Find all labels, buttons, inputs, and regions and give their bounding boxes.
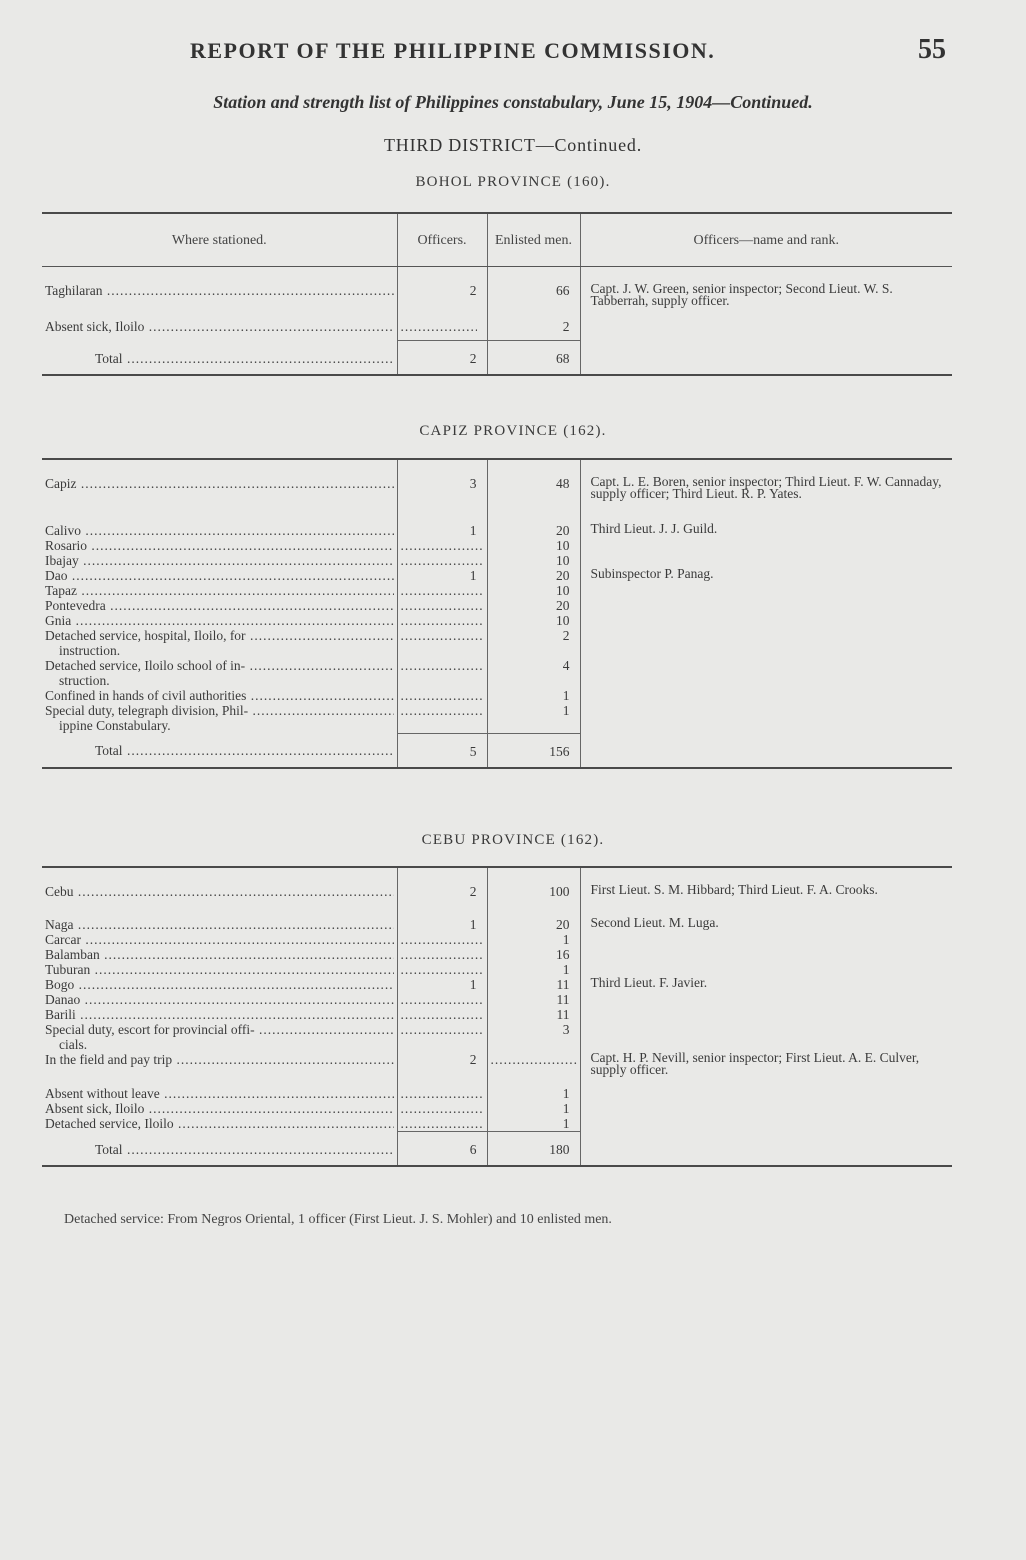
station-name: Special duty, telegraph division, Phil- ..... (45, 703, 394, 718)
province-heading-bohol: BOHOL PROVINCE (160). (415, 174, 611, 190)
station-name: Tapaz ..... (45, 583, 394, 598)
enlisted-count: 1 (487, 1116, 580, 1132)
station-name: Cebu ..... (45, 884, 394, 899)
station-name: Carcar ..... (45, 932, 394, 947)
station-name: In the field and pay trip ..... (45, 1052, 394, 1067)
table-row (42, 917, 952, 932)
running-title: REPORT OF THE PHILIPPINE COMMISSION. (190, 38, 716, 63)
station-name: Dao ..... (45, 568, 394, 583)
officer-names: First Lieut. S. M. Hibbard; Third Lieut. F. A. Crooks. (580, 867, 952, 917)
table-row (42, 538, 952, 553)
enlisted-count: 1 (487, 1101, 580, 1116)
enlisted-count: 11 (487, 977, 580, 992)
enlisted-count: 20 (487, 917, 580, 932)
col-header-enlisted: Enlisted men. (487, 213, 580, 267)
station-name: Absent without leave ..... (45, 1086, 394, 1101)
running-head (0, 34, 1026, 74)
enlisted-count: 20 (487, 568, 580, 583)
officer-names: Third Lieut. J. J. Guild. (580, 523, 952, 538)
total-enlisted: 68 (487, 341, 580, 376)
station-name: Bogo ..... (45, 977, 394, 992)
table-row (42, 992, 952, 1007)
table-total-row (42, 733, 952, 768)
station-name: Naga ..... (45, 917, 394, 932)
total-label: Total ..... (45, 1142, 394, 1157)
officers-count (401, 932, 484, 947)
enlisted-count: 1 (487, 962, 580, 977)
station-name: Taghilaran ..... (45, 283, 394, 298)
station-name: Barili ..... (45, 1007, 394, 1022)
officers-count (401, 613, 484, 628)
officer-names: Third Lieut. F. Javier. (580, 977, 952, 992)
enlisted-count: 20 (487, 598, 580, 613)
table-header-row (42, 213, 952, 267)
table-caption: Station and strength list of Philippines constabulary, June 15, 1904—Continued. (213, 92, 813, 112)
enlisted-count: 10 (487, 538, 580, 553)
enlisted-count: 2 (487, 628, 580, 658)
station-name: Balamban ..... (45, 947, 394, 962)
table-row (42, 867, 952, 917)
officers-count: 1 (397, 568, 487, 583)
total-officers: 5 (397, 733, 487, 768)
officers-count (401, 703, 484, 718)
table-row (42, 932, 952, 947)
officers-count (401, 628, 484, 643)
station-name: Detached service, Iloilo school of in- ..... (45, 658, 394, 673)
enlisted-count: 1 (487, 1086, 580, 1101)
page-number: 55 (918, 34, 946, 65)
enlisted-count: 16 (487, 947, 580, 962)
officers-count: 2 (397, 867, 487, 917)
station-name: Detached service, Iloilo ..... (45, 1116, 394, 1131)
col-header-names: Officers—name and rank. (580, 213, 952, 267)
table-row (42, 568, 952, 583)
enlisted-count: 48 (487, 459, 580, 523)
officer-names: Subinspector P. Panag. (580, 568, 952, 583)
table-row (42, 962, 952, 977)
station-name: Pontevedra ..... (45, 598, 394, 613)
total-officers: 2 (397, 341, 487, 376)
table-row (42, 628, 952, 658)
station-name-continued: instruction. (59, 643, 121, 658)
enlisted-count: 20 (487, 523, 580, 538)
table-row (42, 267, 952, 319)
table-total-row (42, 1132, 952, 1167)
officers-count (401, 992, 484, 1007)
table-row (42, 613, 952, 628)
officers-count: 3 (397, 459, 487, 523)
officers-count (401, 947, 484, 962)
station-name: Danao ..... (45, 992, 394, 1007)
officers-count (401, 688, 484, 703)
station-name: Capiz ..... (45, 476, 394, 491)
enlisted-count: 3 (487, 1022, 580, 1052)
table-row (42, 947, 952, 962)
station-name: Rosario ..... (45, 538, 394, 553)
table-row (42, 1022, 952, 1052)
officers-count (401, 1116, 484, 1131)
officers-count (401, 583, 484, 598)
station-name: Confined in hands of civil authorities ..... (45, 688, 394, 703)
table-row (42, 459, 952, 523)
enlisted-count: 10 (487, 583, 580, 598)
officers-count: 2 (397, 267, 487, 319)
enlisted-count: 11 (487, 992, 580, 1007)
station-name: Absent sick, Iloilo ..... (45, 319, 394, 334)
table-row (42, 977, 952, 992)
table-row (42, 1052, 952, 1086)
officer-names: Capt. J. W. Green, senior inspector; Second Lieut. W. S. Tabberrah, supply officer. (580, 267, 952, 341)
table-total-row (42, 341, 952, 376)
table-row (42, 1116, 952, 1132)
table-row (42, 553, 952, 568)
table-row (42, 598, 952, 613)
officers-count (401, 319, 477, 334)
total-label: Total ..... (45, 351, 394, 366)
table-row (42, 1086, 952, 1101)
officers-count (401, 1086, 484, 1101)
table-row (42, 523, 952, 538)
officers-count: 2 (397, 1052, 487, 1086)
officers-count (401, 553, 484, 568)
total-label: Total ..... (45, 743, 394, 758)
enlisted-count: 2 (487, 319, 580, 341)
officers-count (401, 962, 484, 977)
table-row (42, 688, 952, 703)
station-table-capiz (42, 458, 952, 769)
enlisted-count: 1 (487, 932, 580, 947)
enlisted-count: 100 (487, 867, 580, 917)
officer-names: Second Lieut. M. Luga. (580, 917, 952, 932)
station-table-cebu (42, 866, 952, 1167)
enlisted-count: 10 (487, 553, 580, 568)
enlisted-count: 10 (487, 613, 580, 628)
station-name: Absent sick, Iloilo ..... (45, 1101, 394, 1116)
officer-names: Capt. L. E. Boren, senior inspector; Third Lieut. F. W. Cannaday, supply officer; Third Lieut. R. P. Yates. (580, 459, 952, 523)
station-name: Special duty, escort for provincial offi- ..... (45, 1022, 394, 1037)
table-row (42, 583, 952, 598)
station-name-continued: struction. (59, 673, 110, 688)
officers-count: 1 (397, 977, 487, 992)
table-row (42, 1101, 952, 1116)
station-name: Calivo ..... (45, 523, 394, 538)
station-table-bohol (42, 212, 952, 376)
station-name: Gnia ..... (45, 613, 394, 628)
station-name: Tuburan ..... (45, 962, 394, 977)
station-name: Ibajay ..... (45, 553, 394, 568)
officers-count: 1 (397, 917, 487, 932)
province-heading-capiz: CAPIZ PROVINCE (162). (419, 423, 607, 439)
station-name-continued: ippine Constabulary. (59, 718, 171, 733)
officers-count (401, 658, 484, 673)
station-name: Detached service, hospital, Iloilo, for ..... (45, 628, 394, 643)
footnote: Detached service: From Negros Oriental, 1 officer (First Lieut. J. S. Mohler) and 10 enlisted men. (64, 1212, 612, 1227)
officers-count (401, 1007, 484, 1022)
officers-count (401, 538, 484, 553)
station-name-continued: cials. (59, 1037, 88, 1052)
officer-names: Capt. H. P. Nevill, senior inspector; First Lieut. A. E. Culver, supply officer. (580, 1052, 952, 1086)
col-header-officers: Officers. (397, 213, 487, 267)
total-enlisted: 156 (487, 733, 580, 768)
province-heading-cebu: CEBU PROVINCE (162). (421, 832, 605, 848)
enlisted-count: 1 (487, 688, 580, 703)
table-row (42, 1007, 952, 1022)
table-row (42, 703, 952, 733)
total-officers: 6 (397, 1132, 487, 1167)
officers-count (401, 598, 484, 613)
enlisted-count (491, 1052, 577, 1067)
officers-count (401, 1101, 484, 1116)
enlisted-count: 1 (487, 703, 580, 733)
district-heading: THIRD DISTRICT—Continued. (384, 135, 642, 155)
officers-count (401, 1022, 484, 1037)
enlisted-count: 11 (487, 1007, 580, 1022)
col-header-where: Where stationed. (42, 213, 397, 267)
enlisted-count: 66 (487, 267, 580, 319)
table-row (42, 658, 952, 688)
enlisted-count: 4 (487, 658, 580, 688)
total-enlisted: 180 (487, 1132, 580, 1167)
officers-count: 1 (397, 523, 487, 538)
